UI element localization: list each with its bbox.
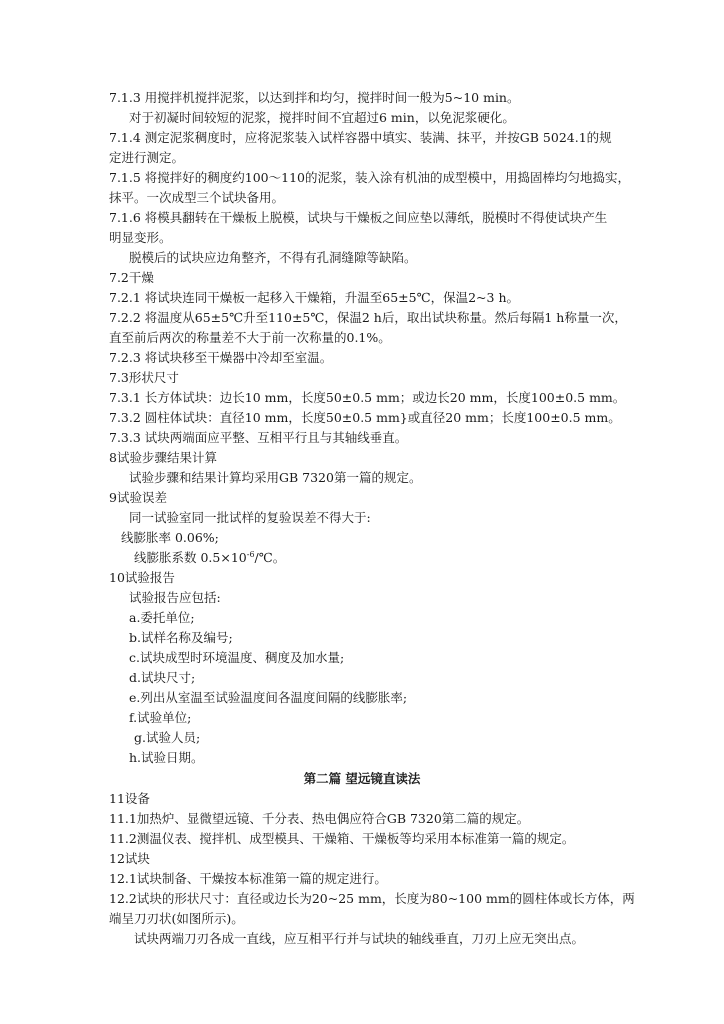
heading-9: 9试验误差 — [109, 490, 167, 505]
report-item-g: g.试验人员; — [134, 730, 201, 745]
report-item-a: a.委托单位; — [129, 610, 195, 625]
part-2-title: 第二篇 望远镜直读法 — [303, 771, 421, 786]
report-item-h: h.试验日期。 — [129, 750, 204, 765]
clause-7-1-3-note: 对于初凝时间较短的泥浆，搅拌时间不宜超过6 min，以免泥浆硬化。 — [129, 110, 515, 125]
section-9-line2-exponent: -6 — [246, 549, 255, 559]
section-9-intro: 同一试验室同一批试样的复验误差不得大于: — [129, 510, 371, 525]
clause-12-2-note: 试块两端刀刃各成一直线，应互相平行并与试块的轴线垂直，刀刃上应无突出点。 — [134, 931, 585, 946]
clause-7-1-5-line2: 抹平。一次成型三个试块备用。 — [109, 190, 285, 205]
heading-7-3: 7.3形状尺寸 — [109, 370, 179, 385]
heading-10: 10试验报告 — [109, 570, 175, 585]
heading-11: 11设备 — [109, 791, 150, 806]
clause-11-2: 11.2测温仪表、搅拌机、成型模具、干燥箱、干燥板等均采用本标准第一篇的规定。 — [109, 831, 575, 846]
clause-7-3-1: 7.3.1 长方体试块：边长10 mm，长度50±0.5 mm；或边长20 mm，长度100±0.5 mm。 — [109, 390, 626, 405]
clause-12-2-line2: 端呈刀刃状(如图所示)。 — [109, 911, 244, 926]
clause-7-2-2-line2: 直至前后两次的称量差不大于前一次称量的0.1%。 — [109, 330, 391, 345]
clause-11-1: 11.1加热炉、显微望远镜、千分表、热电偶应符合GB 7320第二篇的规定。 — [109, 811, 530, 826]
report-item-f: f.试验单位; — [129, 710, 192, 725]
clause-7-1-3: 7.1.3 用搅拌机搅拌泥浆，以达到拌和均匀，搅拌时间一般为5~10 min。 — [109, 90, 520, 105]
clause-7-3-3: 7.3.3 试块两端面应平整、互相平行且与其轴线垂直。 — [109, 430, 408, 445]
heading-8: 8试验步骤结果计算 — [109, 450, 217, 465]
clause-12-2-line1: 12.2试块的形状尺寸：直径或边长为20~25 mm，长度为80~100 mm的圆柱体或长方体，两 — [109, 891, 635, 906]
report-item-b: b.试样名称及编号; — [129, 630, 233, 645]
clause-7-1-5-line1: 7.1.5 将搅拌好的稠度约100～110的泥浆，装入涂有机油的成型模中，用捣固棒均匀地捣实， — [109, 170, 630, 185]
clause-7-2-3: 7.2.3 将试块移至干燥器中冷却至室温。 — [109, 350, 333, 365]
clause-7-3-2: 7.3.2 圆柱体试块：直径10 mm，长度50±0.5 mm}或直径20 mm；长度100±0.5 mm。 — [109, 410, 621, 425]
heading-7-2: 7.2干燥 — [109, 270, 154, 285]
section-9-line2 — [134, 550, 285, 566]
clause-7-1-6-note: 脱模后的试块应边角整齐，不得有孔洞缝隙等缺陷。 — [129, 250, 417, 265]
heading-12: 12试块 — [109, 851, 150, 866]
section-9-line1: 线膨胀率 0.06%; — [121, 530, 219, 545]
section-9-line2-main: 线膨胀系数 0.5×10 — [134, 550, 247, 565]
clause-7-1-4-line2: 定进行测定。 — [109, 150, 185, 165]
section-9-line2-tail: /℃。 — [254, 550, 286, 565]
section-8-body: 试验步骤和结果计算均采用GB 7320第一篇的规定。 — [129, 470, 422, 485]
clause-7-1-6-line2: 明显变形。 — [109, 230, 172, 245]
clause-7-2-2-line1: 7.2.2 将温度从65±5℃升至110±5℃，保温2 h后，取出试块称量。然后每隔1 h称量一次， — [109, 310, 627, 325]
clause-7-1-4-line1: 7.1.4 测定泥浆稠度时，应将泥浆装入试样容器中填实、装满、抹平，并按GB 5024.1的规 — [109, 130, 612, 145]
clause-12-1: 12.1试块制备、干燥按本标准第一篇的规定进行。 — [109, 871, 387, 886]
clause-7-1-6-line1: 7.1.6 将模具翻转在干燥板上脱模，试块与干燥板之间应垫以薄纸，脱模时不得使试块产生 — [109, 210, 608, 225]
report-item-d: d.试块尺寸; — [129, 670, 196, 685]
report-item-e: e.列出从室温至试验温度间各温度间隔的线膨胀率; — [129, 690, 408, 705]
clause-7-2-1: 7.2.1 将试块连同干燥板一起移入干燥箱，升温至65±5℃，保温2~3 h。 — [109, 290, 519, 305]
section-10-intro: 试验报告应包括: — [129, 590, 221, 605]
report-item-c: c.试块成型时环境温度、稠度及加水量; — [129, 650, 345, 665]
